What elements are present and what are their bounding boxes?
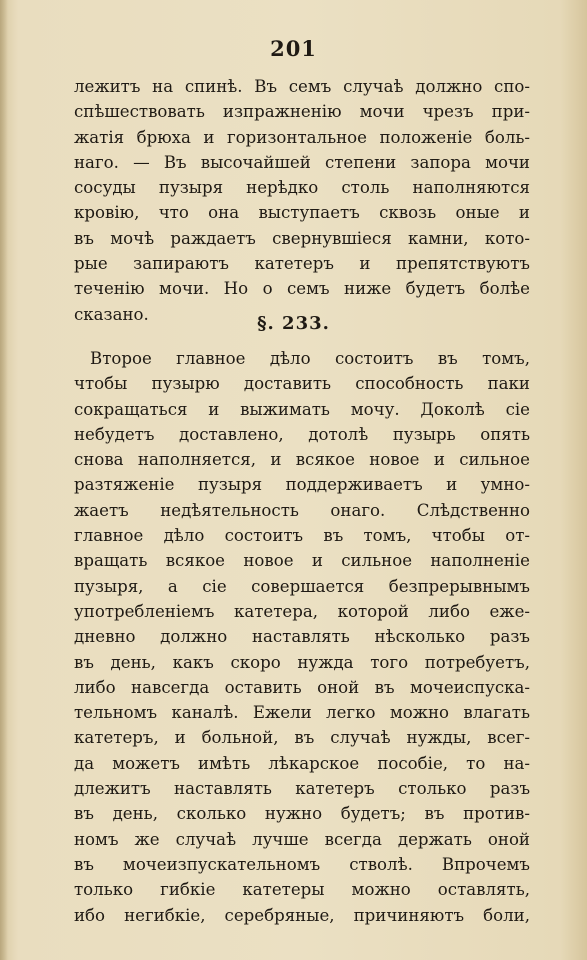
text-line: снова наполняется, и всякое новое и сильное [74, 450, 530, 470]
text-line: номъ же случаѣ лучше всегда держать оной [74, 829, 530, 849]
paragraph-section-233 [74, 346, 530, 928]
text-line: наго. — Въ высочайшей степени запора мочи [74, 152, 530, 172]
text-line: лежитъ на спинѣ. Въ семъ случаѣ должно спо- [74, 77, 530, 96]
text-line: ибо негибкіе, серебряные, причиняютъ боли, [74, 905, 530, 925]
text-line: въ день, сколько нужно будетъ; въ против- [74, 804, 530, 824]
text-line: тельномъ каналѣ. Ежели легко можно влагать [74, 703, 530, 723]
text-line: да можетъ имѣть лѣкарское пособіе, то на- [74, 753, 530, 773]
text-line: дневно должно наставлять нѣсколько разъ [74, 627, 530, 647]
text-line: сосуды пузыря нерѣдко столь наполняются [74, 178, 530, 198]
text-line: Второе главное дѣло состоитъ въ томъ, [90, 349, 530, 368]
text-line: длежитъ наставлять катетеръ столько разъ [74, 779, 530, 799]
text-line: спѣшествовать изпражненію мочи чрезъ при- [74, 102, 530, 122]
text-line: главное дѣло состоитъ въ томъ, чтобы от- [74, 526, 530, 546]
text-line: рые запираютъ катетеръ и препятствуютъ [74, 254, 530, 274]
text-line: пузыря, а сіе совершается безпрерывнымъ [74, 576, 530, 596]
text-line: сказано. [74, 304, 149, 324]
text-line: небудетъ доставлено, дотолѣ пузырь опять [74, 424, 530, 444]
text-line: вращать всякое новое и сильное наполненіе [74, 551, 530, 571]
text-line: чтобы пузырю доставить способность паки [74, 374, 530, 394]
text-line: жатія брюха и горизонтальное положеніе боль- [74, 127, 530, 147]
text-line: либо навсегда оставить оной въ мочеиспуска- [74, 677, 530, 697]
text-line: въ мочеизпускательномъ стволѣ. Впрочемъ [74, 854, 530, 874]
text-line: въ мочѣ раждаетъ свернувшіеся камни, кото- [74, 228, 530, 248]
page-number: 201 [270, 36, 317, 61]
binding-shadow [0, 0, 8, 960]
text-line: теченію мочи. Но о семъ ниже будетъ болѣе [74, 279, 530, 299]
text-line: употребленіемъ катетера, которой либо еже- [74, 601, 530, 621]
text-line: кровію, что она выступаетъ сквозь оные и [74, 203, 530, 223]
text-line: сокращаться и выжимать мочу. Доколѣ сіе [74, 399, 530, 419]
text-line: катетеръ, и больной, въ случаѣ нужды, всег- [74, 728, 530, 748]
text-line: разтяженіе пузыря поддерживаетъ и умно- [74, 475, 530, 495]
text-line: въ день, какъ скоро нужда того потребуетъ, [74, 652, 530, 672]
paragraph-continuation [74, 74, 530, 327]
text-line: жаетъ недѣятельность онаго. Слѣдственно [74, 500, 530, 520]
text-line: только гибкіе катетеры можно оставлять, [74, 880, 530, 900]
section-heading: §. 233. [257, 313, 330, 334]
